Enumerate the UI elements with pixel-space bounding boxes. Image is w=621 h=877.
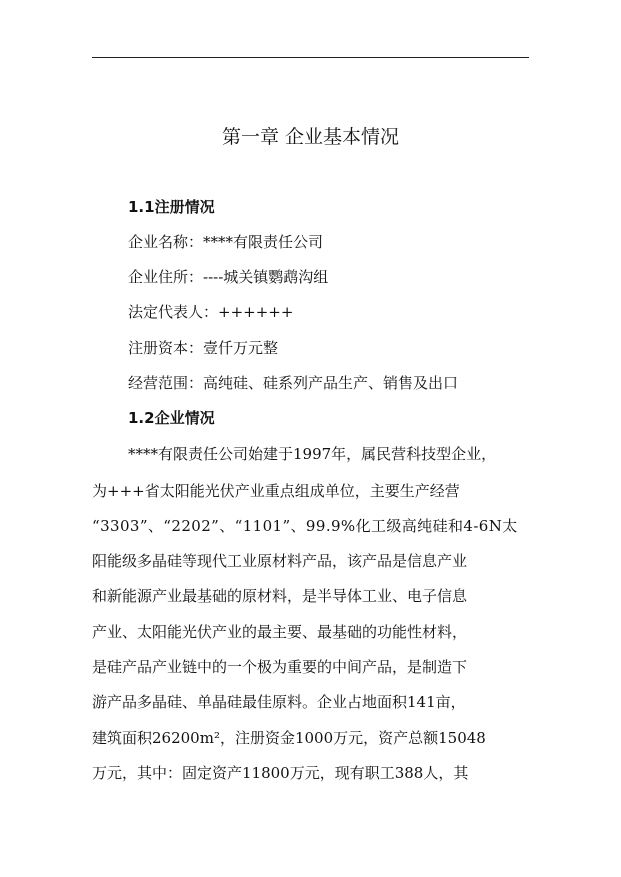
- legal-representative-line: 法定代表人：++++++: [128, 303, 294, 321]
- company-address-line: 企业住所：----城关镇鹦鹉沟组: [128, 268, 329, 286]
- header-rule: [92, 57, 529, 58]
- paragraph-line: 万元，其中：固定资产11800万元，现有职工388人，其: [92, 764, 469, 782]
- paragraph-line: 和新能源产业最基础的原材料，是半导体工业、电子信息: [92, 587, 468, 605]
- paragraph-line: ****有限责任公司始建于1997年，属民营科技型企业，: [128, 445, 497, 463]
- chapter-title: 第一章 企业基本情况: [221, 126, 400, 148]
- paragraph-line: “3303”、“2202”、“1101”、99.9%化工级高纯硅和4-6N太: [92, 517, 518, 535]
- paragraph-line: 是硅产品产业链中的一个极为重要的中间产品，是制造下: [92, 658, 468, 676]
- paragraph-line: 游产品多晶硅、单晶硅最佳原料。企业占地面积141亩，: [92, 693, 466, 711]
- section-heading-enterprise: 1.2企业情况: [128, 409, 215, 427]
- paragraph-line: 产业、太阳能光伏产业的最主要、最基础的功能性材料，: [92, 623, 468, 641]
- paragraph-line: 建筑面积26200m²，注册资金1000万元，资产总额15048: [92, 729, 486, 747]
- paragraph-line: 为+++省太阳能光伏产业重点组成单位，主要生产经营: [92, 482, 460, 500]
- registered-capital-line: 注册资本：壹仟万元整: [128, 339, 279, 357]
- section-heading-registration: 1.1注册情况: [128, 198, 215, 216]
- company-name-line: 企业名称：****有限责任公司: [128, 233, 324, 251]
- paragraph-line: 阳能级多晶硅等现代工业原材料产品，该产品是信息产业: [92, 552, 468, 570]
- business-scope-line: 经营范围：高纯硅、硅系列产品生产、销售及出口: [128, 374, 459, 392]
